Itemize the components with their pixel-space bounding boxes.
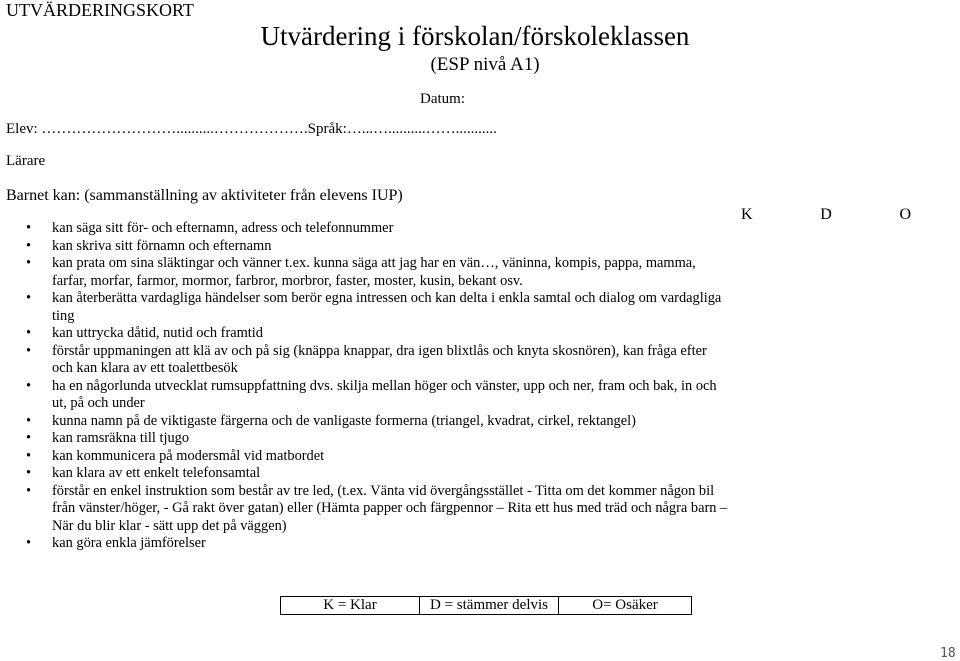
list-item-text: kan kommunicera på modersmål vid matbordet xyxy=(52,447,325,464)
list-item-text: förstår en enkel instruktion som består av tre led, (t.ex. Vänta vid övergångsstället - Titta om det kommer någon bil från vänster/höger, - Gå rakt över gatan) eller (Hämta papper och färgpennor – Rita ett hus med träd och några barn – När du blir klar - sätt upp det på väggen) xyxy=(52,482,728,534)
bullet-icon: • xyxy=(26,412,32,429)
column-d: D xyxy=(820,206,832,223)
legend-box xyxy=(280,596,692,615)
list-item-text: kan återberätta vardagliga händelser som berör egna intressen och kan delta i enkla samtal och dialog om vardagliga ting xyxy=(52,290,722,324)
section-heading: Barnet kan: (sammanställning av aktiviteter från elevens IUP) xyxy=(6,187,403,204)
list-item-text: kan skriva sitt förnamn och efternamn xyxy=(52,237,272,254)
bullet-icon: • xyxy=(26,447,32,464)
datum-label: Datum: xyxy=(420,91,465,107)
list-item xyxy=(6,220,730,238)
bullet-icon: • xyxy=(26,342,32,359)
bullet-icon: • xyxy=(26,535,32,551)
page-subtitle-text: (ESP nivå A1) xyxy=(430,54,540,75)
list-item xyxy=(6,535,730,553)
list-item xyxy=(6,325,730,343)
bullet-icon: • xyxy=(26,377,32,394)
list-item-text: kan ramsräkna till tjugo xyxy=(52,430,190,446)
bullet-icon: • xyxy=(26,482,32,499)
list-item xyxy=(6,413,730,431)
bullet-icon: • xyxy=(26,430,32,446)
list-item xyxy=(6,238,730,256)
page-subtitle xyxy=(0,54,960,76)
criteria-list xyxy=(6,220,730,553)
list-item-text: kan uttrycka dåtid, nutid och framtid xyxy=(52,325,264,341)
list-item-text: kan göra enkla jämförelser xyxy=(52,535,206,551)
legend-delvis: D = stämmer delvis xyxy=(420,597,559,614)
list-item xyxy=(6,465,730,483)
column-k: K xyxy=(741,206,753,223)
page-number: 18 xyxy=(940,646,956,661)
list-item xyxy=(6,255,730,290)
bullet-icon: • xyxy=(26,237,32,254)
assessment-column-header xyxy=(736,206,916,226)
legend-klar: K = Klar xyxy=(281,597,420,614)
page-title xyxy=(0,21,960,52)
list-item xyxy=(6,343,730,378)
document-label: UTVÄRDERINGSKORT xyxy=(6,0,194,20)
bullet-icon: • xyxy=(26,255,32,271)
bullet-icon: • xyxy=(26,290,32,306)
list-item-text: förstår uppmaningen att klä av och på sig (knäppa knappar, dra igen blixtlås och knyta skosnören), kan fråga efter och kan klara av ett toalettbesök xyxy=(52,342,707,376)
bullet-icon: • xyxy=(26,465,32,481)
column-o: O xyxy=(899,206,912,223)
teacher-label: Lärare xyxy=(6,153,46,169)
legend-osaker: O= Osäker xyxy=(592,597,658,613)
elev-language-line: Elev: ………………………..........……………….Språk:…...…..........……........... xyxy=(6,121,497,137)
list-item-text: kunna namn på de viktigaste färgerna och de vanligaste formerna (triangel, kvadrat, cirkel, rektangel) xyxy=(52,412,636,429)
list-item-text: kan säga sitt för- och efternamn, adress och telefonnummer xyxy=(52,220,394,236)
list-item xyxy=(6,448,730,466)
list-item-text: kan prata om sina släktingar och vänner t.ex. kunna säga att jag har en vän…, väninna, kompis, pappa, mamma, farfar, morfar, farmor, mormor, farbror, morbror, faster, moster, kusin, bekant osv. xyxy=(52,255,696,289)
page-title-text: Utvärdering i förskolan/förskoleklassen xyxy=(260,21,690,51)
list-item xyxy=(6,483,730,536)
bullet-icon: • xyxy=(26,220,32,236)
list-item xyxy=(6,290,730,325)
list-item xyxy=(6,430,730,448)
list-item-text: ha en någorlunda utvecklat rumsuppfattning dvs. skilja mellan höger och vänster, upp och ner, fram och bak, in och ut, på och under xyxy=(52,377,717,411)
bullet-icon: • xyxy=(26,325,32,341)
list-item-text: kan klara av ett enkelt telefonsamtal xyxy=(52,465,261,481)
list-item xyxy=(6,378,730,413)
